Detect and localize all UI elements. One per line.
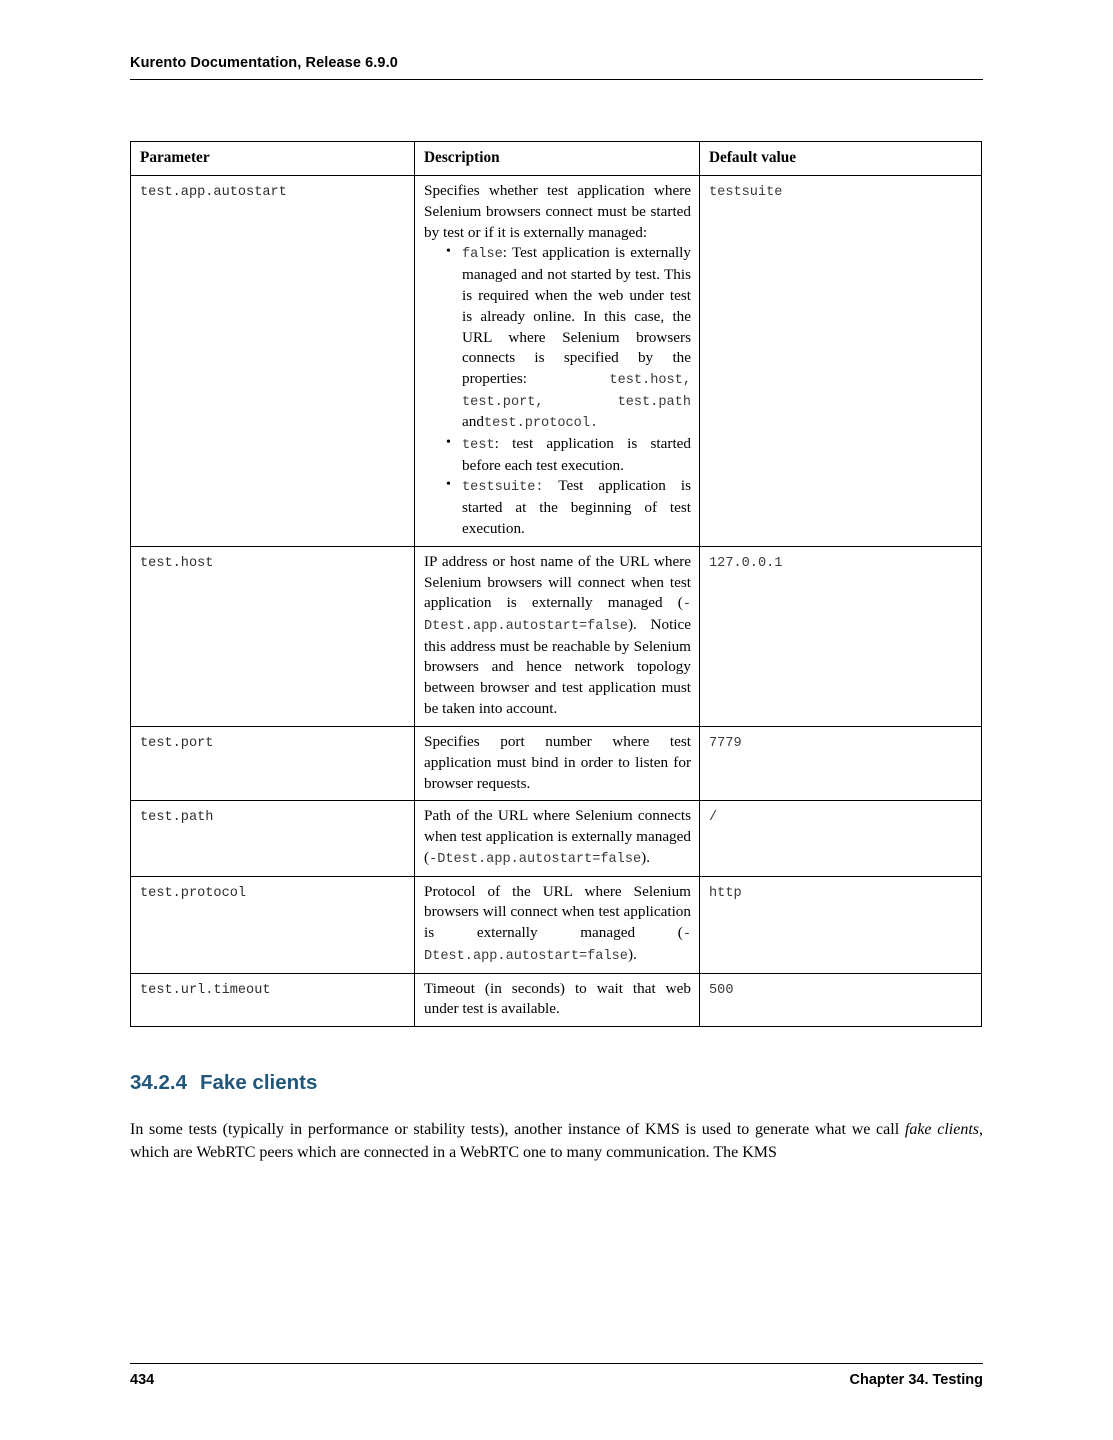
running-head: Kurento Documentation, Release 6.9.0 — [130, 55, 398, 71]
bullet-text: Test application is started at the beginning of test execution. — [462, 477, 691, 537]
description-text: ). — [627, 945, 637, 963]
bullet-code: test — [462, 438, 495, 454]
bullet-code: false — [462, 247, 503, 263]
cell-default-value — [700, 876, 982, 973]
column-header-description: Description — [415, 142, 700, 176]
bullet-code: testsuite: — [462, 480, 544, 496]
description-text: ). Notice this address must be reachable by Selenium browsers and hence network topology between browser and test application must be taken into account. — [424, 615, 691, 718]
cell-parameter — [131, 175, 415, 546]
default-value-code: testsuite — [709, 184, 783, 200]
page-footer — [130, 1355, 983, 1388]
cell-default-value — [700, 175, 982, 546]
cell-default-value — [700, 546, 982, 726]
table-row — [131, 175, 982, 546]
bullet-text: : test application is started before each test execution. — [462, 435, 691, 474]
cell-parameter — [131, 546, 415, 726]
page-number: 434 — [130, 1372, 155, 1388]
cell-default-value — [700, 973, 982, 1027]
table-row — [131, 726, 982, 800]
bullet-text: : Test application is externally managed and not started by test. This is required when the web under test is already online. In this case, the URL where Selenium browsers connects is specified by the properties: — [462, 244, 691, 388]
footer-rule — [130, 1363, 983, 1364]
cell-parameter — [131, 876, 415, 973]
body-paragraph — [130, 1119, 983, 1164]
cell-description — [415, 876, 700, 973]
list-item — [460, 434, 691, 476]
table-row — [131, 876, 982, 973]
section-title: Fake clients — [200, 1071, 318, 1095]
description-text: Timeout (in seconds) to wait that web under test is available. — [424, 979, 691, 1018]
bullet-code-tail: test.host, test.port, test.path — [462, 373, 691, 410]
cell-description — [415, 973, 700, 1027]
default-value-code: 127.0.0.1 — [709, 555, 783, 571]
parameter-code: test.host — [140, 555, 214, 571]
cell-parameter — [131, 973, 415, 1027]
header-rule — [130, 79, 983, 80]
description-bullets — [424, 243, 691, 539]
column-header-parameter: Parameter — [131, 142, 415, 176]
parameter-code: test.path — [140, 810, 214, 826]
description-text: IP address or host name of the URL where Selenium browsers will connect when test application is externally managed ( — [424, 552, 691, 612]
description-text: Path of the URL where Selenium connects when test application is externally managed ( — [424, 807, 691, 867]
parameters-table — [130, 141, 982, 1027]
cell-parameter — [131, 801, 415, 876]
table-row — [131, 801, 982, 876]
table-header-row — [131, 142, 982, 176]
cell-description — [415, 546, 700, 726]
description-text: Specifies port number where test application must bind in order to listen for browser requests. — [424, 732, 691, 792]
default-value-code: 500 — [709, 982, 734, 998]
table-row — [131, 973, 982, 1027]
section-number: 34.2.4 — [130, 1071, 187, 1095]
cell-description — [415, 726, 700, 800]
description-intro: Specifies whether test application where Selenium browsers connect must be started by test or if it is externally managed: — [424, 181, 691, 241]
section-heading — [130, 1071, 983, 1095]
column-header-default-value: Default value — [700, 142, 982, 176]
description-text: ). — [641, 849, 651, 867]
parameter-code: test.port — [140, 735, 214, 751]
parameter-code: test.protocol — [140, 885, 247, 901]
description-code: -Dtest.app.autostart=false — [424, 597, 691, 634]
description-code: -Dtest.app.autostart=false — [429, 852, 642, 868]
table-row — [131, 546, 982, 726]
bullet-code-tail2: test.protocol. — [483, 416, 599, 432]
cell-description — [415, 175, 700, 546]
default-value-code: 7779 — [709, 735, 742, 751]
cell-parameter — [131, 726, 415, 800]
cell-description — [415, 801, 700, 876]
description-text: Protocol of the URL where Selenium browsers will connect when test application is externally managed ( — [424, 882, 691, 942]
list-item — [460, 476, 691, 539]
parameter-code: test.url.timeout — [140, 982, 271, 998]
bullet-tail-text: and — [462, 413, 484, 431]
chapter-label: Chapter 34. Testing — [849, 1372, 983, 1388]
paragraph-text-a: In some tests (typically in performance or stability tests), another instance of KMS is used to generate what we call — [130, 1121, 905, 1139]
description-code: -Dtest.app.autostart=false — [424, 927, 691, 964]
paragraph-text-b: , which are WebRTC peers which are connected in a WebRTC one to many communication. The KMS — [130, 1121, 983, 1161]
cell-default-value — [700, 801, 982, 876]
default-value-code: / — [709, 810, 718, 826]
cell-default-value — [700, 726, 982, 800]
paragraph-italic-term: fake clients — [904, 1121, 979, 1139]
parameter-code: test.app.autostart — [140, 184, 287, 200]
list-item — [460, 243, 691, 434]
default-value-code: http — [709, 885, 742, 901]
